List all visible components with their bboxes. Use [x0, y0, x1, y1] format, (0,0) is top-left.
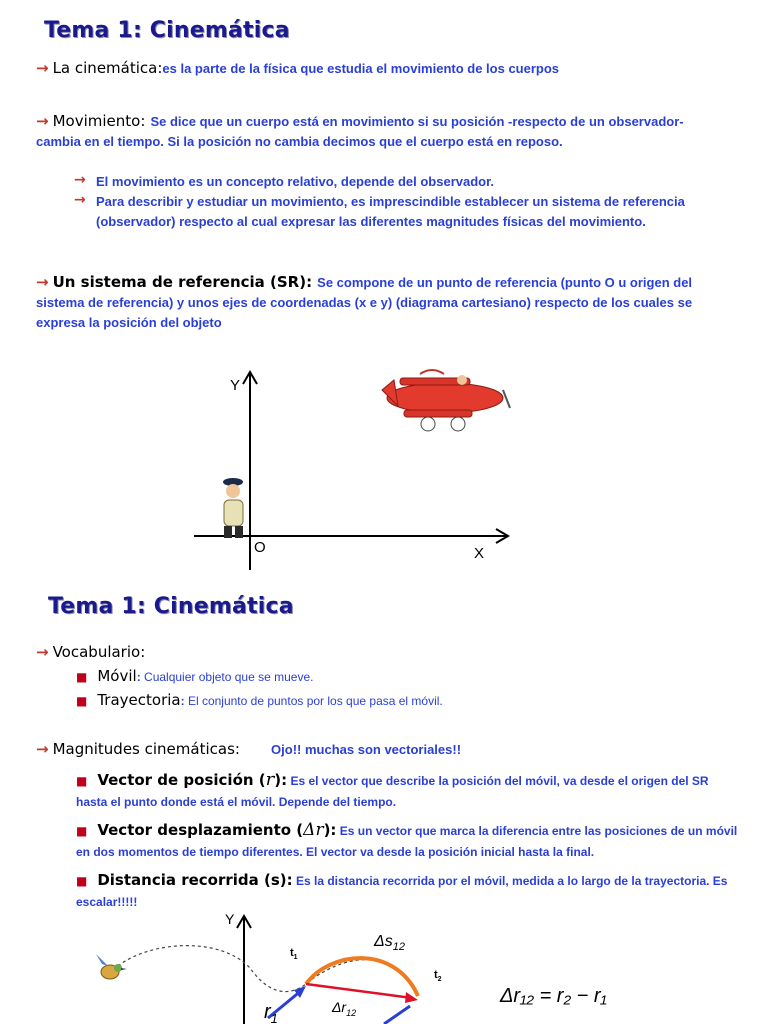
arrow-icon: → — [36, 112, 49, 130]
vocabulario-term: Vocabulario: — [52, 643, 146, 661]
t1-label: $t_1$ — [290, 947, 298, 961]
origin-label: O — [254, 539, 266, 556]
magnitude-term: Vector de posición ( — [97, 771, 266, 789]
bullet-icon: ■ — [76, 694, 88, 708]
slide2-title: Tema 1: Cinemática — [48, 594, 294, 619]
magnitude-definition: Es la distancia recorrida por el móvil, medida a lo largo de la trayectoria. Es escalar!!!!! — [76, 874, 728, 909]
observer-figure-icon — [223, 478, 243, 538]
sistema-term: Un sistema de referencia (SR): — [52, 273, 313, 291]
bullet-icon: ■ — [76, 824, 88, 838]
arrow-icon: → — [36, 740, 49, 758]
arrow-icon: → — [36, 273, 49, 291]
magnitude-term: Vector desplazamiento ( — [97, 821, 304, 839]
t2-label: $t_2$ — [434, 969, 442, 983]
vocab-item-movil — [76, 666, 736, 685]
vocab-sep: : — [180, 694, 185, 708]
x-axis-label: X — [474, 545, 485, 562]
displacement-formula: Δr₁₂ = r₂ − r₁ — [500, 985, 607, 1007]
airplane-icon — [382, 370, 510, 431]
magnitude-vector-posicion — [76, 770, 738, 812]
r1-label: $r_1$ — [264, 1001, 278, 1024]
magnitude-term: Distancia recorrida (s): — [97, 871, 293, 889]
magnitudes-heading — [36, 739, 736, 758]
cinematica-text: es la parte de la física que estudia el movimiento de los cuerpos — [162, 61, 560, 76]
bullet-icon: ■ — [76, 874, 88, 888]
vocab-item-trayectoria — [76, 690, 736, 709]
magnitudes-note: Ojo!! muchas son vectoriales!! — [271, 742, 462, 757]
y-axis-label: Y — [230, 377, 241, 394]
cinematica-term: La cinemática: — [52, 59, 163, 77]
sistema-text: Se compone de un punto de referencia (punto O u origen del sistema de referencia) y unos ejes de coordenadas (x e y) (diagrama cartesiano) respecto de los cuales se expresa la posición del objeto — [36, 275, 693, 330]
movimiento-text: Se dice que un cuerpo está en movimiento si su posición -respecto de un observador- cambia en el tiempo. Si la posición no cambia decimos que el cuerpo está en reposo. — [36, 114, 684, 149]
vocab-definition: El conjunto de puntos por los que pasa el móvil. — [184, 694, 443, 708]
vocab-definition: Cualquier objeto que se mueve. — [140, 670, 314, 684]
movimiento-sub-2 — [74, 191, 724, 231]
vocab-sep: : — [136, 670, 141, 684]
displacement-symbol: Δr — [303, 820, 324, 840]
displacement-diagram — [0, 906, 768, 1024]
magnitudes-term: Magnitudes cinemáticas: — [52, 740, 240, 758]
position-vector-symbol: r — [265, 769, 275, 790]
movimiento-sub-1 — [74, 171, 716, 191]
magnitude-close: ): — [323, 821, 337, 839]
trajectory-path — [118, 946, 418, 994]
displacement-label: $\Delta r_{12}$ — [332, 999, 357, 1018]
movimiento-definition — [36, 111, 704, 151]
magnitude-close: ): — [274, 771, 288, 789]
sistema-definition — [36, 272, 736, 332]
bullet-icon: ■ — [76, 774, 88, 788]
position-vector-r2 — [384, 1006, 410, 1024]
arrow-icon: → — [36, 643, 49, 661]
displacement-vector — [306, 984, 412, 998]
bird-icon — [96, 954, 127, 979]
arrow-icon: → — [36, 59, 49, 77]
vocabulario-heading — [36, 642, 145, 661]
slide1-title: Tema 1: Cinemática — [44, 18, 290, 43]
vocab-term: Trayectoria — [97, 691, 181, 709]
movimiento-sub-text: El movimiento es un concepto relativo, depende del observador. — [96, 174, 495, 189]
magnitude-definition: Es un vector que marca la diferencia entre las posiciones de un móvil en dos momentos de tiempo diferentes. El vector va desde la posición inicial hasta la final. — [76, 824, 738, 859]
reference-frame-diagram — [0, 350, 768, 580]
arrow-icon: → — [74, 172, 86, 188]
magnitude-vector-desplazamiento — [76, 820, 738, 862]
magnitude-definition: Es el vector que describe la posición del móvil, va desde el origen del SR hasta el punto donde está el móvil. Depende del tiempo. — [76, 774, 709, 809]
cinematica-definition — [36, 58, 736, 78]
distance-label: $\Delta s_{12}$ — [374, 933, 405, 953]
arrow-icon: → — [74, 192, 86, 208]
bullet-icon: ■ — [76, 670, 88, 684]
movimiento-sub-text: Para describir y estudiar un movimiento, es imprescindible establecer un sistema de referencia (observador) respecto al cual expresar las diferentes magnitudes físicas del movimiento. — [96, 194, 685, 229]
movimiento-term: Movimiento: — [52, 112, 146, 130]
vocab-term: Móvil — [97, 667, 137, 685]
y-axis-label: Y — [225, 911, 235, 927]
